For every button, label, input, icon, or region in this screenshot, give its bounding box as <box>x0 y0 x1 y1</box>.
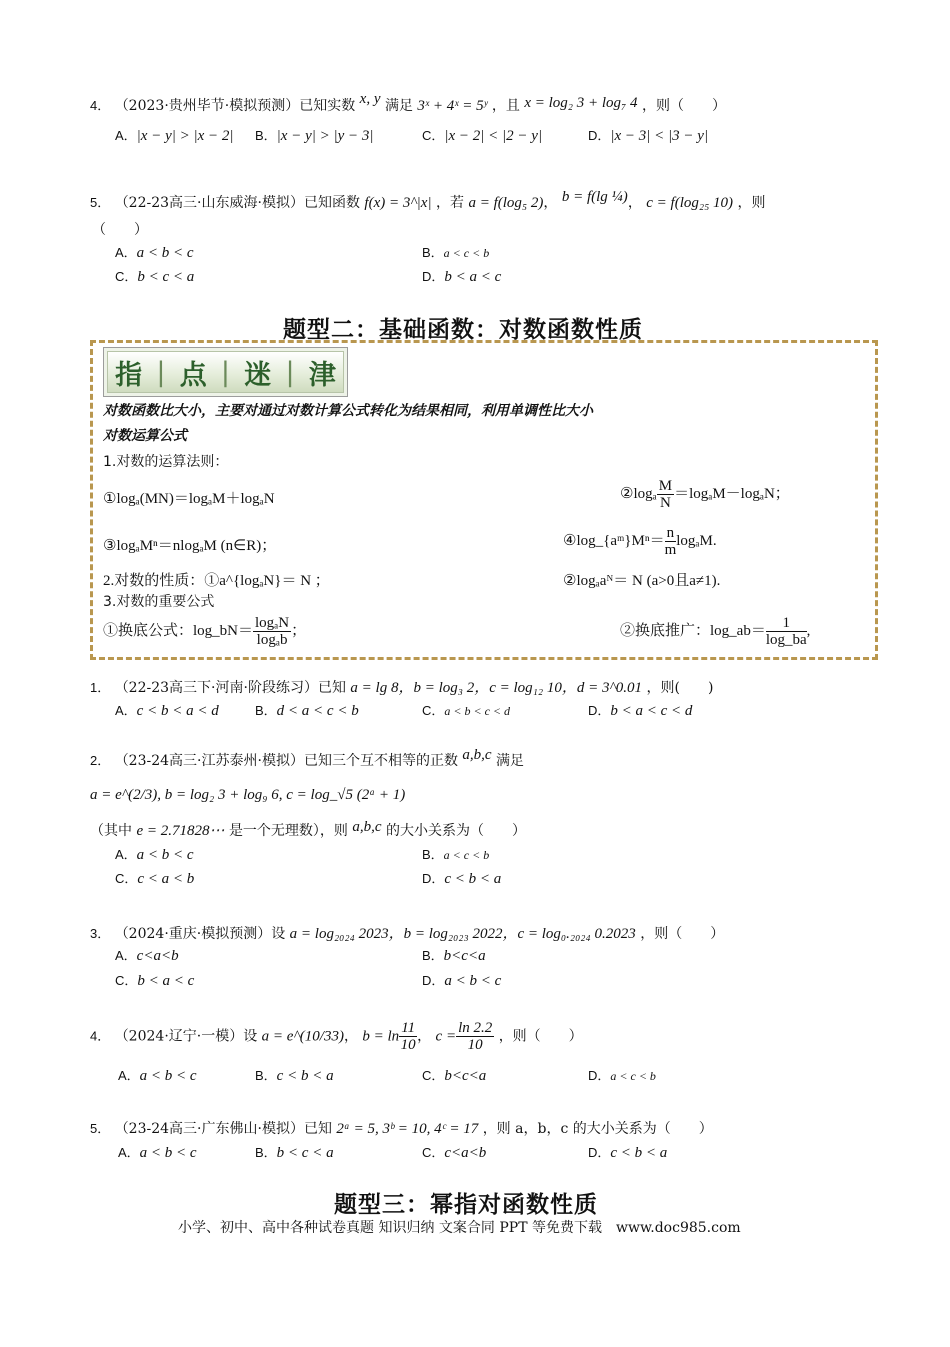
option-text: c < b < a <box>276 1068 334 1084</box>
option-a <box>115 844 194 864</box>
option-c <box>422 700 510 719</box>
denominator: N <box>659 495 671 511</box>
option-text: a < b < c <box>136 847 194 863</box>
question-3-stem <box>90 922 724 943</box>
numerator: M <box>658 478 673 494</box>
option-label: B． <box>255 1145 277 1160</box>
formula-rule-2 <box>620 478 790 511</box>
question-text: （其中 <box>90 823 132 839</box>
rules-title: 1.对数的运算法则： <box>103 454 229 470</box>
option-c <box>422 125 542 145</box>
option-label: D． <box>588 703 611 718</box>
question-4-stem <box>90 91 726 115</box>
denominator: logₐb <box>256 632 288 648</box>
math-expression: a,b,c <box>352 819 382 835</box>
question-text: ，则 <box>737 195 766 211</box>
option-c <box>422 1142 486 1162</box>
option-label: D． <box>422 973 445 988</box>
question-text: ，则（ ） <box>641 98 726 114</box>
property-1: 2.对数的性质：①a^{logₐN}＝ N ； <box>103 573 330 589</box>
math-expression: a = e^(10/33) <box>261 1028 344 1045</box>
question-4-stem: 4． （2024·辽宁·一模）设 a = e^(10/33)， b = ln $\frac{11}{10}$ ， c = $\frac{\ln 2.2}{10}$ ，则（ ） <box>90 1020 583 1053</box>
change-base-formula <box>103 615 306 648</box>
page-footer: 小学、初中、高中各种试卷真题 知识归纳 文案合同 PPT 等免费下载 www.doc985.com <box>178 1220 741 1236</box>
option-text: b<c<a <box>444 1068 487 1084</box>
badge-char: 迷 <box>244 359 272 391</box>
math-expression: c = <box>435 1028 457 1045</box>
option-text: |x − y| > |x − 2| <box>136 128 234 144</box>
denominator: 10 <box>400 1037 416 1053</box>
option-text: c<a<b <box>136 948 179 964</box>
option-label: C． <box>422 1068 445 1083</box>
math-expression: x = log₂ 3 + log₇ 4 <box>524 95 638 111</box>
formula-text: ①换底公式：log_bN＝ <box>103 622 254 639</box>
option-b <box>255 125 374 145</box>
option-text: a < c < b <box>610 1069 656 1083</box>
option-text: c<a<b <box>444 1145 487 1161</box>
formula-text: ； <box>291 622 307 639</box>
question-number: 4． <box>90 98 111 113</box>
numerator: 1 <box>766 615 807 632</box>
math-expression: a = f(log₅ 2) <box>468 195 544 211</box>
question-text: ，则（ ） <box>640 926 725 942</box>
question-source: （2023·贵州毕节·模拟预测）已知实数 <box>114 98 356 114</box>
option-text: c < b < a <box>610 1145 668 1161</box>
denominator: m <box>664 542 677 558</box>
question-source: （22-23高三下·河南·阶段练习）已知 <box>114 680 346 696</box>
option-label: A． <box>115 703 137 718</box>
section-heading: 题型二：基础函数：对数函数性质 <box>283 317 643 343</box>
question-2-expression: a = e^(2/3), b = log₂ 3 + log₉ 6, c = log_√5 (2ᵃ + 1) <box>90 787 406 803</box>
option-d <box>422 266 501 286</box>
question-number: 4． <box>90 1028 111 1044</box>
option-label: D． <box>588 1145 611 1160</box>
option-text: b < a < c < d <box>610 703 693 719</box>
fraction <box>657 478 674 511</box>
question-number: 1． <box>90 680 111 695</box>
math-expression: 2ᵃ = 5, 3ᵇ = 10, 4ᶜ = 17 <box>336 1121 479 1137</box>
math-expression: e = 2.71828⋯ <box>136 823 225 839</box>
option-label: D． <box>588 128 611 143</box>
fraction <box>399 1020 417 1053</box>
badge-char: 点 <box>179 359 207 391</box>
option-d <box>588 125 708 145</box>
question-text: ，则（ ） <box>498 1028 583 1045</box>
question-text: 满足 <box>496 753 525 769</box>
math-expression: c = f(log₂₅ 10) <box>646 195 734 211</box>
numerator: n <box>665 525 677 542</box>
option-label: A． <box>115 128 137 143</box>
option-text: a < b < c <box>136 245 194 261</box>
tip-line: 对数运算公式 <box>103 428 187 444</box>
question-text: ，则 a，b，c 的大小关系为（ ） <box>482 1121 713 1137</box>
option-label: A． <box>115 245 137 260</box>
formula-text: , <box>806 622 811 639</box>
math-expression: 3ˣ + 4ˣ = 5ʸ <box>417 98 488 114</box>
tip-line: 对数函数比大小，主要对通过对数计算公式转化为结果相同，利用单调性比大小 <box>103 403 593 419</box>
question-text: ，则( ) <box>646 680 714 696</box>
denominator: log_ba <box>765 632 807 648</box>
question-text: 满足 <box>384 98 413 114</box>
option-label: D． <box>588 1068 611 1083</box>
math-expression: b = ln <box>362 1028 400 1045</box>
option-label: D． <box>422 269 445 284</box>
formula-text: ＝logₐM－logₐN； <box>674 485 790 502</box>
option-c <box>422 1065 486 1085</box>
option-label: A． <box>115 948 137 963</box>
option-b <box>422 844 489 863</box>
option-label: C． <box>115 871 138 886</box>
option-text: b < c < a <box>137 269 195 285</box>
option-d <box>422 868 501 888</box>
question-5-stem: 5． （22-23高三·山东威海·模拟）已知函数 f(x) = 3^|x| ，若 a = f(log₅ 2)， b = f(lg ¼)， c = f(log₂₅ 10) ，则 <box>90 189 766 211</box>
option-label: A． <box>115 847 137 862</box>
question-source: （2024·辽宁·一模）设 <box>114 1028 258 1045</box>
option-b <box>422 945 486 965</box>
math-expression: b = f(lg ¼) <box>561 189 628 205</box>
option-text: |x − 2| < |2 − y| <box>444 128 543 144</box>
property-2: ②logₐaᴺ＝ N (a>0且a≠1). <box>563 573 721 589</box>
option-text: a < b < c < d <box>444 704 511 718</box>
answer-paren: （ ） <box>92 222 148 238</box>
option-b <box>255 1142 334 1162</box>
question-source: （23-24高三·江苏泰州·模拟）已知三个互不相等的正数 <box>114 753 458 769</box>
formula-text: ④log_{aᵐ}Mⁿ＝ <box>563 532 665 549</box>
option-b <box>255 1065 334 1085</box>
option-b <box>255 700 359 720</box>
question-2-note <box>90 820 526 840</box>
badge-char: 指 <box>115 359 143 391</box>
question-source: （2024·重庆·模拟预测）设 <box>114 926 286 942</box>
option-a <box>115 242 194 262</box>
formula-text: ②logₐ <box>620 485 657 502</box>
option-text: a < c < b <box>443 848 490 862</box>
option-b <box>422 242 489 261</box>
question-5-stem <box>90 1118 713 1138</box>
badge-char: 津 <box>308 359 336 391</box>
option-a <box>115 945 179 965</box>
option-label: B． <box>255 128 277 143</box>
numerator: logₐN <box>255 615 290 631</box>
question-number: 5． <box>90 195 111 210</box>
option-label: C． <box>115 269 138 284</box>
option-c <box>115 266 194 286</box>
question-number: 3． <box>90 926 111 941</box>
formula-rule-4 <box>563 525 717 558</box>
option-text: b<c<a <box>443 948 486 964</box>
question-text: ，若 <box>436 195 465 211</box>
option-a <box>115 700 219 720</box>
change-base-generalization <box>620 615 810 648</box>
option-label: C． <box>422 703 445 718</box>
formula-title: 3.对数的重要公式 <box>103 594 215 610</box>
option-label: B． <box>255 1068 277 1083</box>
option-text: b < c < a <box>276 1145 334 1161</box>
math-expression: x, y <box>359 91 381 107</box>
option-text: |x − 3| < |3 − y| <box>610 128 709 144</box>
math-expression: a,b,c <box>462 747 492 763</box>
option-text: a < b < c <box>139 1145 197 1161</box>
option-label: B． <box>422 847 444 862</box>
question-text: ，且 <box>491 98 520 114</box>
option-text: c < b < a < d <box>136 703 219 719</box>
math-expression: a = lg 8，b = log₃ 2，c = log₁₂ 10，d = 3^0.01 <box>350 680 643 696</box>
option-text: b < a < c <box>444 269 502 285</box>
fraction <box>456 1020 494 1053</box>
option-label: D． <box>422 871 445 886</box>
option-text: c < b < a <box>444 871 502 887</box>
option-d <box>588 700 692 720</box>
option-a <box>118 1142 197 1162</box>
option-label: B． <box>422 245 444 260</box>
question-number: 5． <box>90 1121 111 1136</box>
option-label: A． <box>118 1145 140 1160</box>
question-text: 的大小关系为（ ） <box>386 823 527 839</box>
numerator: 11 <box>401 1020 416 1036</box>
question-text: 是一个无理数），则 <box>228 823 348 839</box>
option-text: c < a < b <box>137 871 195 887</box>
option-c <box>115 868 194 888</box>
option-d <box>588 1065 656 1084</box>
option-text: b < a < c <box>137 973 195 989</box>
option-a <box>118 1065 197 1085</box>
question-source: （23-24高三·广东佛山·模拟）已知 <box>114 1121 332 1137</box>
denominator: 10 <box>467 1037 483 1053</box>
formula-text: logₐM. <box>676 532 717 549</box>
option-text: d < a < c < b <box>276 703 359 719</box>
option-d <box>588 1142 667 1162</box>
formula-rule-3: ③logₐMⁿ＝nlogₐM (n∈R)； <box>103 538 277 554</box>
formula-text: ②换底推广：log_ab＝ <box>620 622 766 639</box>
option-a <box>115 125 234 145</box>
question-1-stem <box>90 676 713 697</box>
math-expression: f(x) = 3^|x| <box>364 195 432 211</box>
option-text: a < b < c <box>139 1068 197 1084</box>
fraction <box>253 615 291 648</box>
question-2-stem <box>90 747 525 770</box>
option-d <box>422 970 501 990</box>
option-text: a < b < c <box>444 973 502 989</box>
option-label: B． <box>255 703 277 718</box>
option-label: A． <box>118 1068 140 1083</box>
question-number: 2． <box>90 753 111 768</box>
section-heading: 题型三：幂指对函数性质 <box>334 1192 598 1218</box>
math-expression: a = log₂₀₂₄ 2023，b = log₂₀₂₃ 2022，c = log₀.₂₀₂₄ 0.2023 <box>289 926 636 942</box>
option-c <box>115 970 194 990</box>
fraction <box>665 525 677 558</box>
option-label: B． <box>422 948 444 963</box>
option-text: a < c < b <box>443 246 490 260</box>
option-text: |x − y| > |y − 3| <box>276 128 374 144</box>
formula-rule-1: ①logₐ(MN)＝logₐM＋logₐN <box>103 491 275 507</box>
question-source: （22-23高三·山东威海·模拟）已知函数 <box>114 195 360 211</box>
option-label: C． <box>422 1145 445 1160</box>
option-label: C． <box>115 973 138 988</box>
tip-badge: 指 | 点 | 迷 | 津 <box>103 347 348 397</box>
fraction <box>766 615 807 648</box>
numerator: ln 2.2 <box>458 1020 493 1036</box>
option-label: C． <box>422 128 445 143</box>
